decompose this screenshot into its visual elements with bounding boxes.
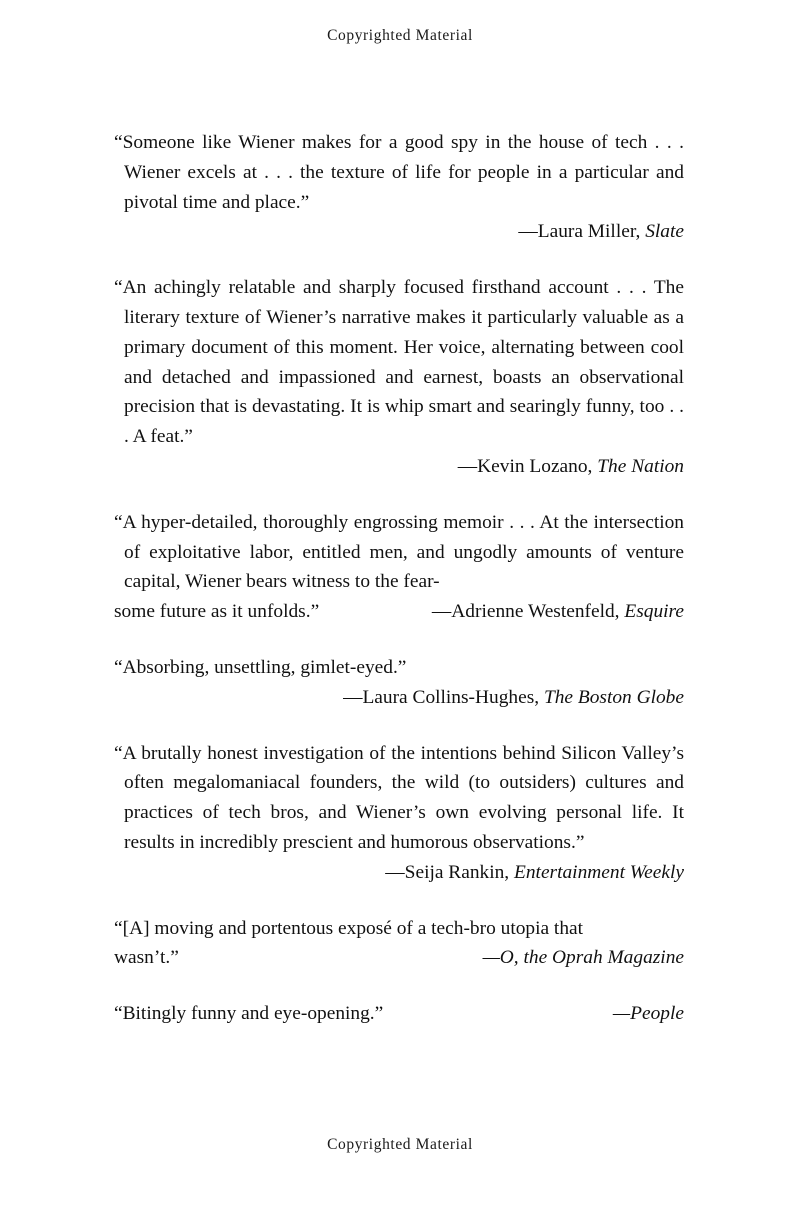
blurb-quote-last-line: wasn’t.”	[114, 947, 179, 969]
praise-blurbs-container	[114, 128, 684, 1029]
blurb-attribution	[483, 943, 684, 973]
attribution-name: —Kevin Lozano,	[457, 455, 593, 477]
attribution-name: —Adrienne Westenfeld,	[431, 601, 620, 623]
attribution-source: The Nation	[597, 455, 684, 477]
blurb-people	[114, 999, 684, 1029]
blurb-seija-rankin	[114, 739, 684, 888]
blurb-last-line-with-attribution	[114, 999, 684, 1029]
attribution-name: —Laura Miller,	[518, 221, 641, 243]
blurb-adrienne-westenfeld	[114, 508, 684, 627]
blurb-kevin-lozano	[114, 273, 684, 482]
blurb-attribution	[432, 597, 684, 627]
blurb-last-line-with-attribution	[114, 943, 684, 973]
blurb-quote: “[A] moving and portentous exposé of a tech-bro utopia that	[114, 917, 584, 939]
blurb-attribution	[114, 452, 684, 482]
blurb-attribution	[114, 217, 684, 247]
attribution-source: —O, the Oprah Magazine	[482, 947, 684, 969]
attribution-source: Entertainment Weekly	[514, 861, 684, 883]
attribution-source: The Boston Globe	[543, 686, 684, 708]
blurb-last-line-with-attribution	[114, 597, 684, 627]
copyright-notice-top: Copyrighted Material	[327, 27, 473, 44]
blurb-laura-miller	[114, 128, 684, 247]
copyright-notice-bottom: Copyrighted Material	[327, 1136, 473, 1153]
blurb-laura-collins-hughes	[114, 653, 684, 713]
blurb-quote: “A hyper-detailed, thoroughly engrossing memoir . . . At the intersection of exploitative labor, entitled men, and ungodly amounts of venture capital, Wiener bears witness to the fear-	[114, 511, 684, 593]
blurb-quote: “A brutally honest investigation of the intentions behind Silicon Valley’s often megalomaniacal founders, the wild (to outsiders) cultures and practices of tech bros, and Wiener’s own evolving personal life. It results in incredibly prescient and humorous observations.”	[114, 742, 684, 853]
blurb-quote-last-line: some future as it unfolds.”	[114, 601, 320, 623]
attribution-source: —People	[612, 1003, 684, 1025]
blurb-quote: “Absorbing, unsettling, gimlet-eyed.”	[114, 656, 407, 678]
attribution-source: Slate	[645, 221, 684, 243]
blurb-quote-last-line: “Bitingly funny and eye-opening.”	[114, 1003, 384, 1025]
blurb-attribution	[114, 858, 684, 888]
attribution-name: —Laura Collins-Hughes,	[343, 686, 540, 708]
blurb-attribution	[613, 999, 684, 1029]
blurb-quote: “An achingly relatable and sharply focused firsthand account . . . The literary texture of Wiener’s narrative makes it particularly valuable as a primary document of this moment. Her voice, alternating between cool and detached and impassioned and earnest, boasts an observational precision that is devastating. It is whip smart and searingly funny, too . . . A feat.”	[114, 277, 684, 448]
blurb-attribution	[114, 683, 684, 713]
attribution-source: Esquire	[624, 601, 684, 623]
blurb-quote: “Someone like Wiener makes for a good spy in the house of tech . . . Wiener excels at . . . the texture of life for people in a particular and pivotal time and place.”	[114, 132, 684, 213]
attribution-name: —Seija Rankin,	[385, 861, 510, 883]
blurb-oprah-magazine	[114, 914, 684, 974]
